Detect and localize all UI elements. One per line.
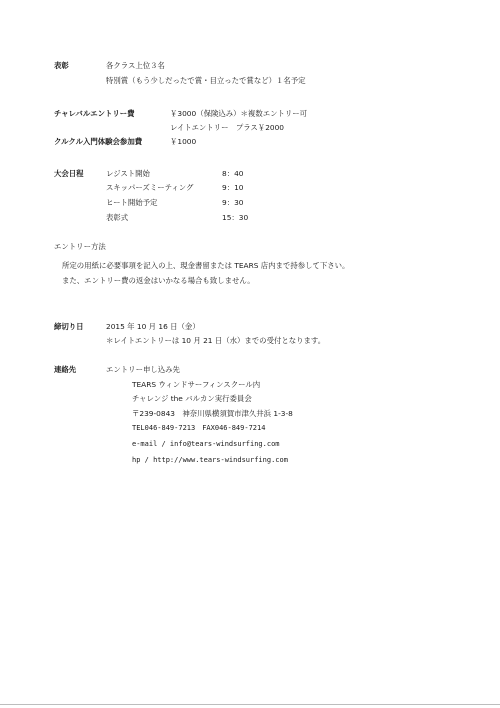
schedule-item-name: ヒート開始予定: [106, 198, 158, 207]
contact-address: 〒239-0843 神奈川県横須賀市津久井浜 1-3-8: [132, 409, 293, 418]
awards-label: 表彰: [54, 61, 69, 70]
late-entry-deadline: ＊レイトエントリーは 10 月 21 日（水）までの受付となります。: [106, 336, 326, 345]
deadline-date: 2015 年 10 月 16 日（金）: [106, 322, 200, 331]
schedule-label: 大会日程: [54, 169, 84, 178]
contact-label: 連絡先: [54, 365, 77, 374]
challenge-fee-label: チャレバルエントリー費: [54, 109, 135, 118]
awards-line-2: 特別賞（もう少しだったで賞・目立ったで賞など）１名予定: [106, 76, 306, 85]
kurukuru-fee-label: クルクル入門体験会参加費: [54, 137, 143, 146]
awards-line-1: 各クラス上位３名: [106, 61, 165, 70]
contact-email[interactable]: e-mail / info@tears-windsurfing.com: [132, 440, 280, 448]
page-bottom-edge: [0, 704, 500, 705]
schedule-item-name: 表彰式: [106, 213, 129, 222]
schedule-item-time: 8：40: [222, 169, 244, 178]
entry-method-heading: エントリー方法: [54, 242, 106, 251]
kurukuru-fee-value: ￥1000: [170, 137, 197, 146]
schedule-item-name: レジスト開始: [106, 169, 150, 178]
challenge-fee-value: ￥3000（保険込み）＊複数エントリー可: [170, 109, 308, 118]
schedule-item-time: 15：30: [222, 213, 249, 222]
schedule-item-name: スキッパーズミーティング: [106, 183, 194, 192]
late-entry-fee: レイトエントリー プラス￥2000: [170, 123, 285, 132]
contact-line-3: チャレンジ the バルカン実行委員会: [132, 394, 252, 403]
schedule-item-time: 9：10: [222, 183, 244, 192]
contact-phone-fax: TEL046-849-7213 FAX046-849-7214: [132, 424, 266, 432]
schedule-item-time: 9：30: [222, 198, 244, 207]
contact-line-1: エントリー申し込み先: [106, 365, 180, 374]
entry-method-line-1: 所定の用紙に必要事項を記入の上、現金書留または TEARS 店内まで持参して下さい。: [62, 261, 350, 270]
contact-line-2: TEARS ウィンドサーフィンスクール内: [132, 380, 261, 389]
deadline-label: 締切り日: [54, 322, 84, 331]
entry-method-line-2: また、エントリー費の返金はいかなる場合も致しません。: [62, 276, 255, 285]
contact-website[interactable]: hp / http://www.tears-windsurfing.com: [132, 456, 288, 464]
